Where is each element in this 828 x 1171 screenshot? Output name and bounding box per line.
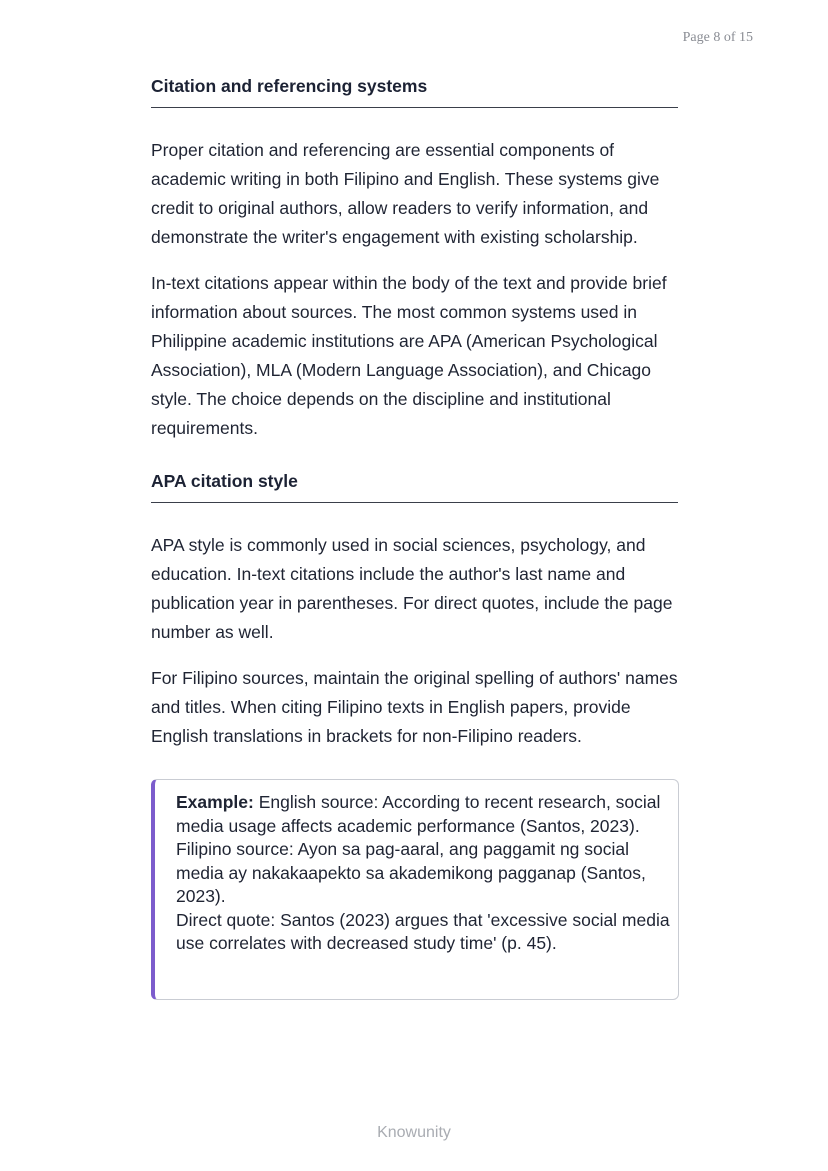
example-direct-quote: Direct quote: Santos (2023) argues that 'excessive social media use correlates with decreased study time' (p. 45). bbox=[176, 909, 670, 953]
section-heading-apa: APA citation style bbox=[151, 471, 678, 503]
page-number: Page 8 of 15 bbox=[682, 30, 753, 45]
paragraph-citation-intro: Proper citation and referencing are essential components of academic writing in both Filipino and English. These systems give credit to original authors, allow readers to verify information, and demonstrate the writer's engagement with existing scholarship. bbox=[151, 140, 660, 247]
example-callout bbox=[151, 779, 679, 1000]
paragraph-filipino-sources: For Filipino sources, maintain the original spelling of authors' names and titles. When citing Filipino texts in English papers, provide English translations in brackets for non-Filipino readers. bbox=[151, 668, 678, 746]
footer-brand: Knowunity bbox=[377, 1124, 451, 1141]
example-filipino: Filipino source: Ayon sa pag-aaral, ang paggamit ng social media ay nakakaapekto sa akademikong pagganap (Santos, 2023). bbox=[176, 839, 646, 906]
section-heading-citation: Citation and referencing systems bbox=[151, 76, 678, 108]
example-label: Example: bbox=[176, 792, 254, 812]
paragraph-apa-style: APA style is commonly used in social sciences, psychology, and education. In-text citations include the author's last name and publication year in parentheses. For direct quotes, include the page number as well. bbox=[151, 535, 673, 642]
paragraph-in-text-citations: In-text citations appear within the body of the text and provide brief information about sources. The most common systems used in Philippine academic institutions are APA (American Psychological Association), MLA (Modern Language Association), and Chicago style. The choice depends on the discipline and institutional requirements. bbox=[151, 273, 667, 438]
example-english-text: English source: According to recent research, social media usage affects academic performance (Santos, 2023). bbox=[176, 792, 661, 836]
example-english bbox=[176, 791, 678, 838]
